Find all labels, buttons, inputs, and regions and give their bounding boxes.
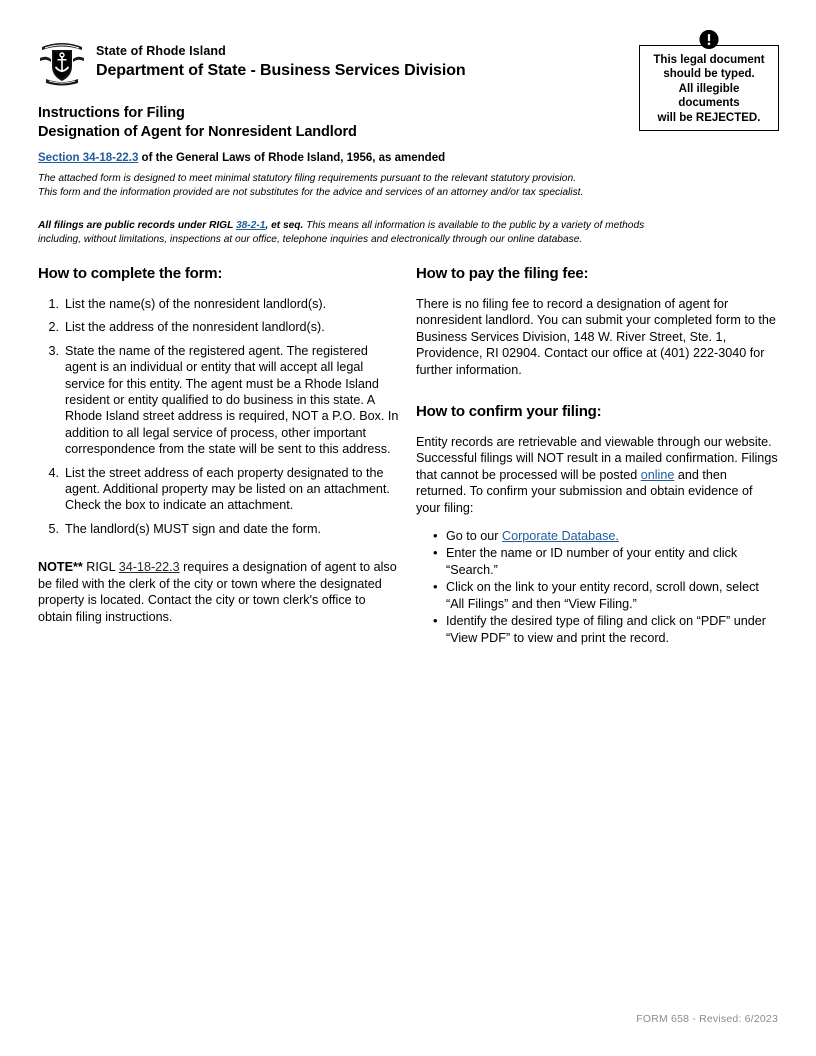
- list-item: [38, 319, 400, 335]
- public-records-rest: This means all information is available to the public by a variety of methods including, without limitations, inspections at our office, telephone inquiries and electronically through our online database.: [38, 220, 645, 245]
- warning-line-1: This legal document: [653, 53, 765, 66]
- list-item: [38, 343, 400, 458]
- step-number: 2.: [48, 320, 59, 335]
- public-records-bold-prefix: All filings are public records under RIGL: [38, 220, 236, 231]
- step-number: 4.: [48, 465, 59, 480]
- bullet-dot-icon: •: [433, 528, 438, 544]
- list-item: [416, 528, 778, 544]
- bullet-text: Identify the desired type of filing and click on “PDF” under “View PDF” to view and print the record.: [446, 614, 766, 645]
- list-item: [38, 521, 400, 537]
- step-number: 5.: [48, 521, 59, 536]
- step-text: State the name of the registered agent. The registered agent is an individual or entity that will accept all legal service for this entity. The agent must be a Rhode Island resident or entity qualified to do business in this state. A Rhode Island street address is required, NOT a P.O. Box. In addition to all legal service of process, other important correspondence from the state will be sent to this address.: [65, 343, 399, 457]
- step-text: List the address of the nonresident landlord(s).: [65, 320, 325, 335]
- bullet-pre-text: Go to our: [446, 529, 503, 544]
- public-records-bold-suffix: , et seq.: [265, 220, 304, 231]
- rigl-38-2-1-link[interactable]: 38-2-1: [235, 220, 266, 231]
- statute-reference-rest: of the General Laws of Rhode Island, 1956, as amended: [138, 152, 446, 164]
- how-to-confirm-heading: How to confirm your filing:: [416, 403, 602, 421]
- bullet-dot-icon: •: [433, 613, 438, 629]
- how-to-pay-heading: How to pay the filing fee:: [416, 265, 589, 282]
- list-item: [38, 465, 400, 514]
- complete-form-steps: [38, 296, 400, 537]
- list-item: [416, 545, 778, 578]
- list-item: [416, 579, 778, 612]
- warning-box-body: [639, 45, 779, 131]
- note-pre-link: RIGL: [82, 560, 119, 575]
- department-name: Department of State - Business Services Division: [96, 62, 466, 79]
- step-text: List the street address of each property designated to the agent. Additional property may be listed on an attachment. Check the box to indicate an attachment.: [65, 465, 390, 513]
- rigl-34-18-22-3-link[interactable]: 34-18-22.3: [118, 560, 180, 575]
- disclaimer-line-2: This form and the information provided are not substitutes for the advice and services of an attorney and/or tax specialist.: [38, 186, 584, 198]
- right-column: [416, 264, 778, 647]
- step-number: 3.: [48, 343, 59, 358]
- public-records-notice: [38, 219, 686, 247]
- confirm-filing-paragraph: [416, 434, 778, 516]
- disclaimer-line-1: The attached form is designed to meet minimal statutory filing requirements pursuant to the relevant statutory provision.: [38, 173, 576, 184]
- disclaimer-text: [38, 172, 678, 199]
- statute-link[interactable]: Section 34-18-22.3: [38, 152, 139, 164]
- document-header: [38, 38, 466, 88]
- how-to-complete-heading: How to complete the form:: [38, 265, 223, 282]
- exclamation-circle-icon: [700, 30, 719, 49]
- confirm-steps-list: [416, 528, 778, 646]
- warning-line-4: documents: [678, 97, 740, 110]
- warning-line-5: will be REJECTED.: [657, 111, 761, 124]
- page-title-line-1: Instructions for Filing: [38, 105, 185, 121]
- confirm-post-text: and then returned. To confirm your submission and obtain evidence of your filing:: [416, 467, 753, 515]
- page-title: [38, 104, 558, 142]
- note-post-link: requires a designation of agent to also be filed with the clerk of the city or town where the designated property is located. Contact the city or town clerk's office to obtain filing instructions.: [38, 560, 397, 624]
- step-text: The landlord(s) MUST sign and date the form.: [65, 521, 321, 536]
- filing-fee-paragraph: There is no filing fee to record a designation of agent for nonresident landlord. You can submit your completed form to the Business Services Division, 148 W. River Street, Ste. 1, Providence, RI 02904. Contact our office at (401) 222-3040 for further information.: [416, 297, 776, 377]
- list-item: [38, 296, 400, 312]
- confirm-pre-text: Entity records are retrievable and viewable through our website. Successful filings will NOT result in a mailed confirmation. Filings that cannot be processed will be posted: [416, 435, 778, 482]
- warning-line-2: should be typed.: [663, 68, 755, 81]
- note-paragraph: [38, 559, 400, 625]
- form-footer: FORM 658 - Revised: 6/2023: [636, 1013, 778, 1025]
- rhode-island-state-seal-icon: [38, 38, 86, 88]
- warning-line-3: All illegible: [678, 82, 740, 95]
- corporate-database-link[interactable]: Corporate Database.: [502, 529, 619, 544]
- online-link[interactable]: online: [640, 467, 675, 482]
- statute-reference: [38, 151, 445, 166]
- header-text-block: [96, 38, 466, 81]
- note-label: NOTE**: [38, 560, 83, 575]
- step-number: 1.: [48, 297, 59, 311]
- state-name: State of Rhode Island: [96, 44, 226, 58]
- bullet-text: Click on the link to your entity record, scroll down, select “All Filings” and then “View Filing.”: [446, 580, 759, 611]
- page-title-line-2: Designation of Agent for Nonresident Landlord: [38, 124, 357, 140]
- left-column: [38, 264, 400, 625]
- step-text: List the name(s) of the nonresident landlord(s).: [65, 297, 327, 311]
- list-item: [416, 613, 778, 646]
- bullet-text: Enter the name or ID number of your entity and click “Search.”: [446, 546, 738, 577]
- bullet-dot-icon: •: [433, 579, 438, 595]
- bullet-dot-icon: •: [433, 545, 438, 561]
